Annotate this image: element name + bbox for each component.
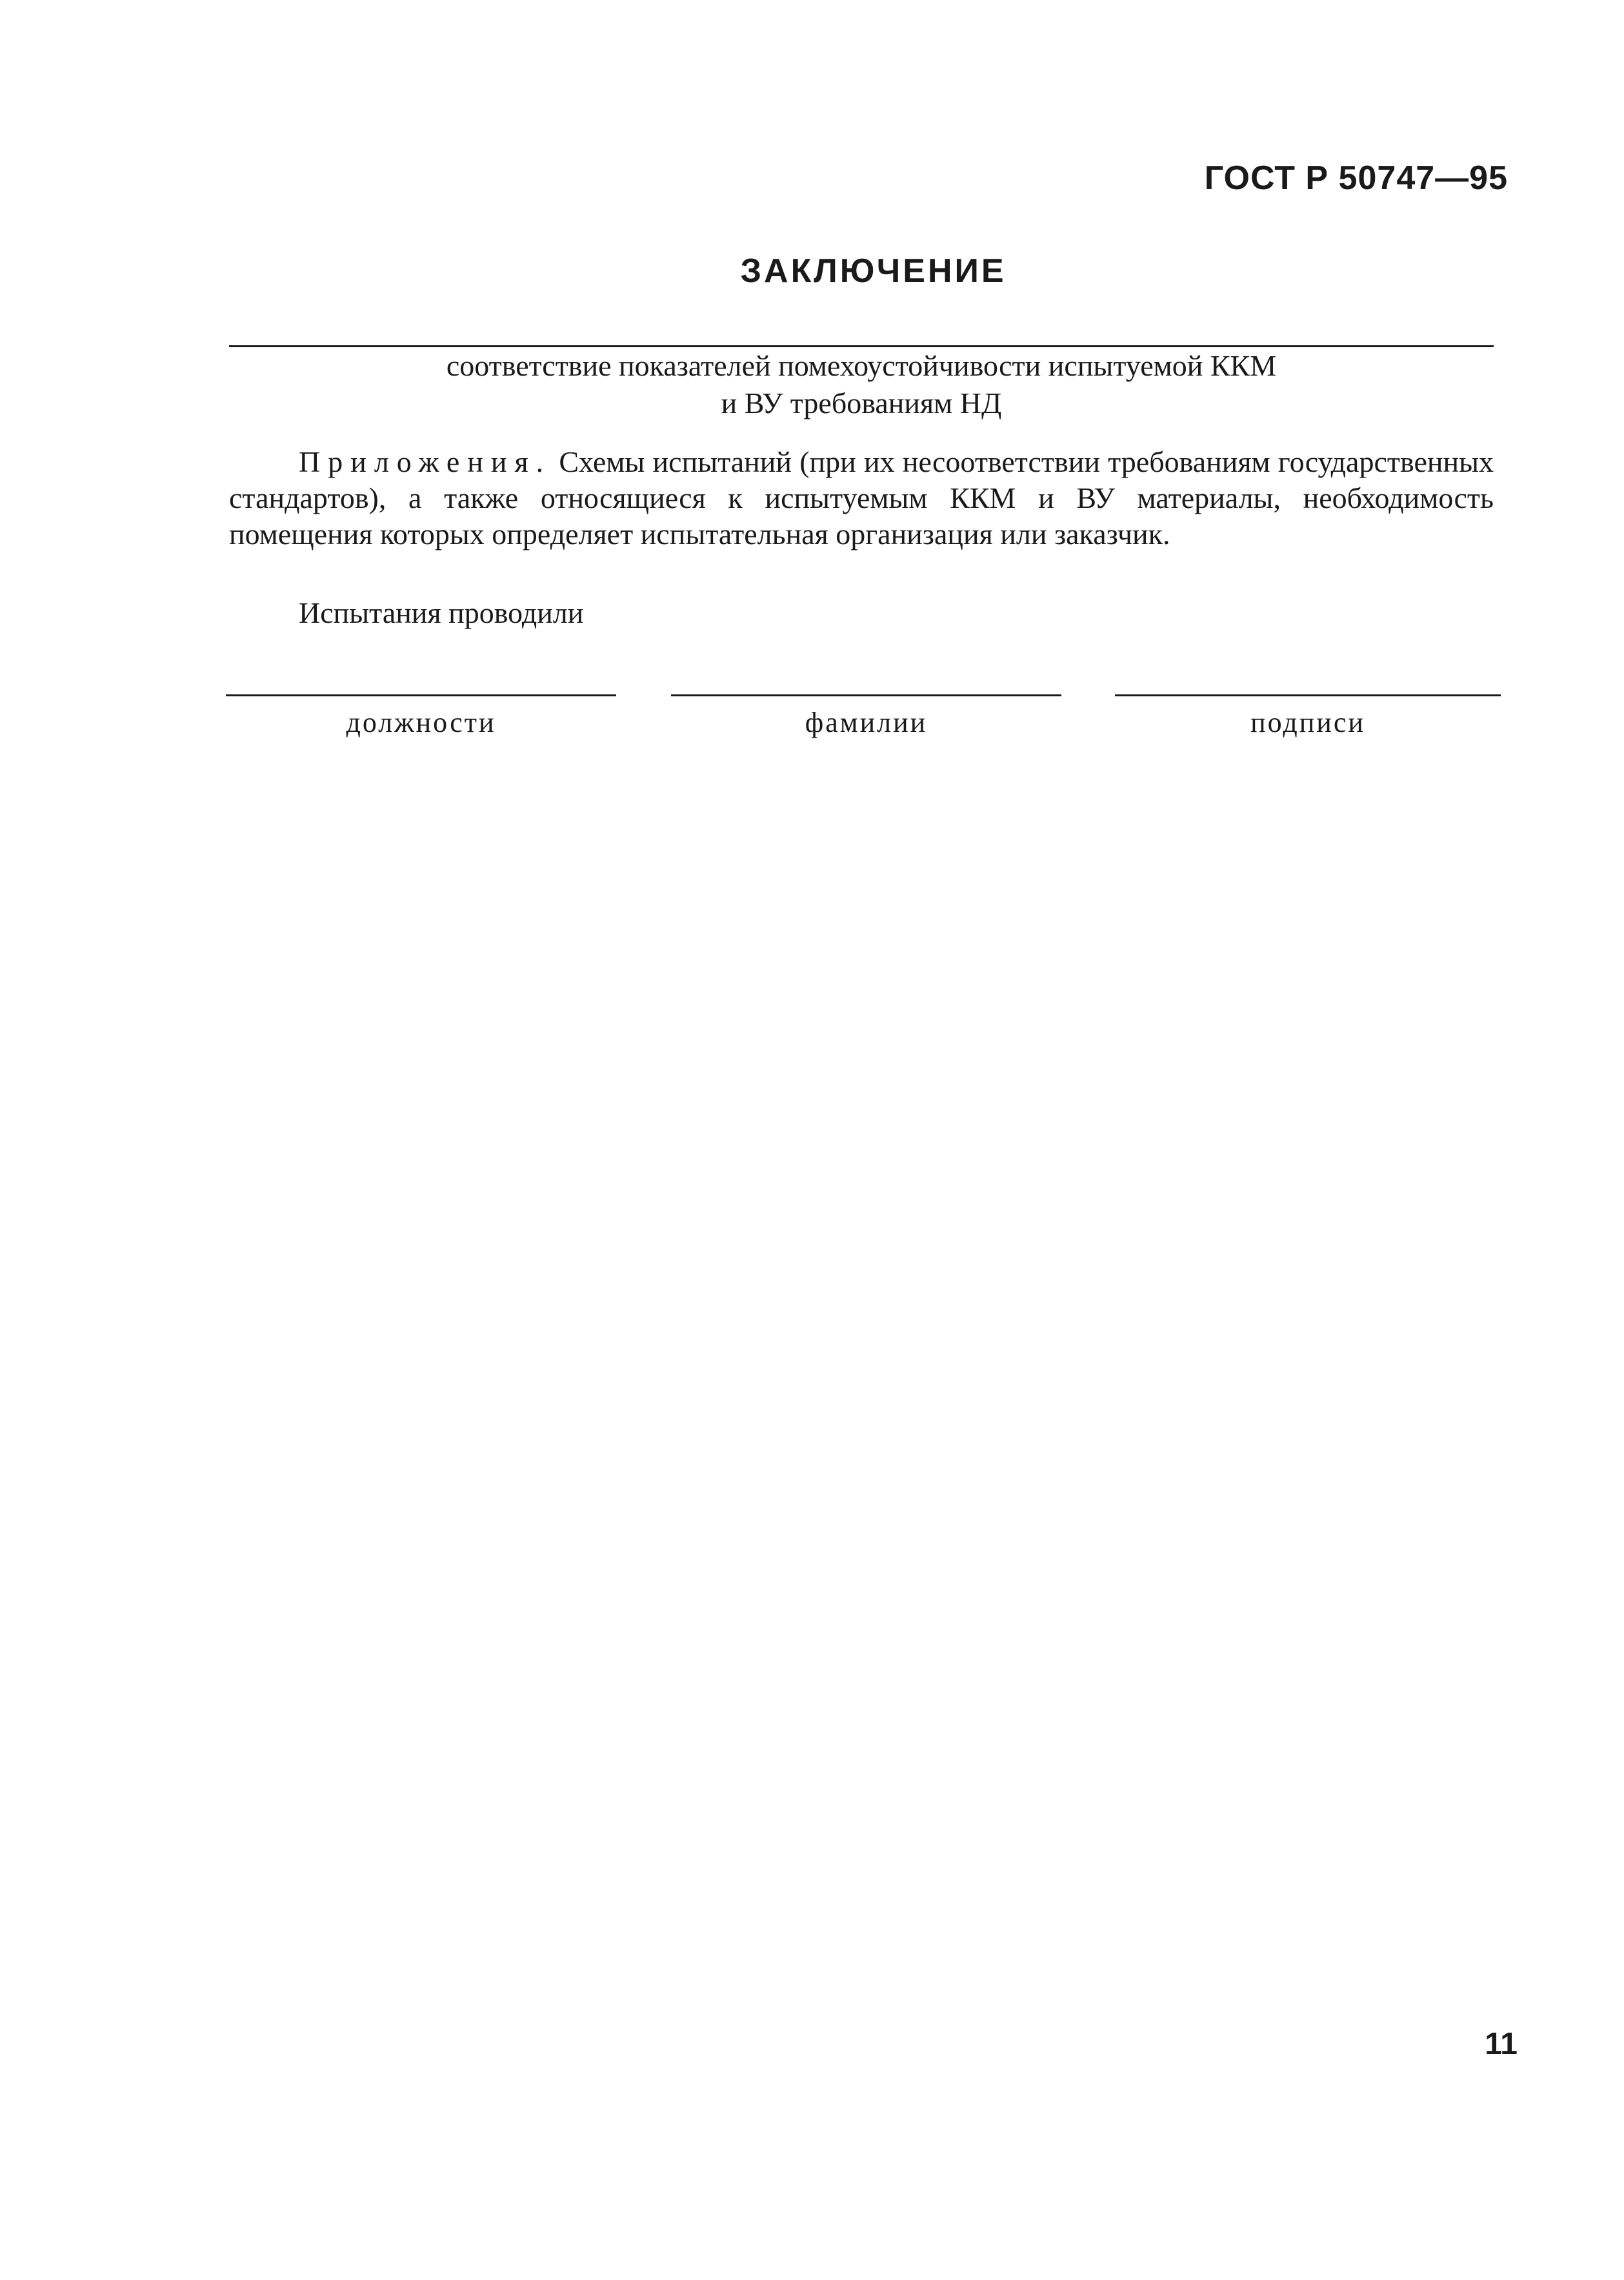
signatures-label: подписи <box>1250 707 1365 738</box>
conclusion-caption-line-1: соответствие показателей помехоустойчивости испытуемой ККМ <box>446 349 1277 382</box>
document-code: ГОСТ Р 50747—95 <box>1204 159 1508 197</box>
page-number: 11 <box>1485 2027 1518 2061</box>
page-title: ЗАКЛЮЧЕНИЕ <box>740 252 1007 290</box>
surname-fill-line <box>671 694 1061 696</box>
conclusion-caption-line-2: и ВУ требованиям НД <box>721 387 1002 419</box>
positions-label: должности <box>346 707 496 738</box>
conclusion-caption <box>229 347 1494 422</box>
tested-by-text: Испытания проводили <box>299 596 584 629</box>
surnames-label: фамилии <box>805 707 928 738</box>
appendix-label: Приложения. <box>299 445 552 478</box>
position-fill-line <box>226 694 616 696</box>
signature-fill-line <box>1115 694 1501 696</box>
appendix-text: Схемы испытаний (при их несоответствии требованиям государственных стандартов), а также относящиеся к испытуемым ККМ и ВУ материалы, необходимость помещения которых определяет испытательная организация или заказчик. <box>229 445 1494 550</box>
appendix-paragraph <box>229 444 1494 552</box>
